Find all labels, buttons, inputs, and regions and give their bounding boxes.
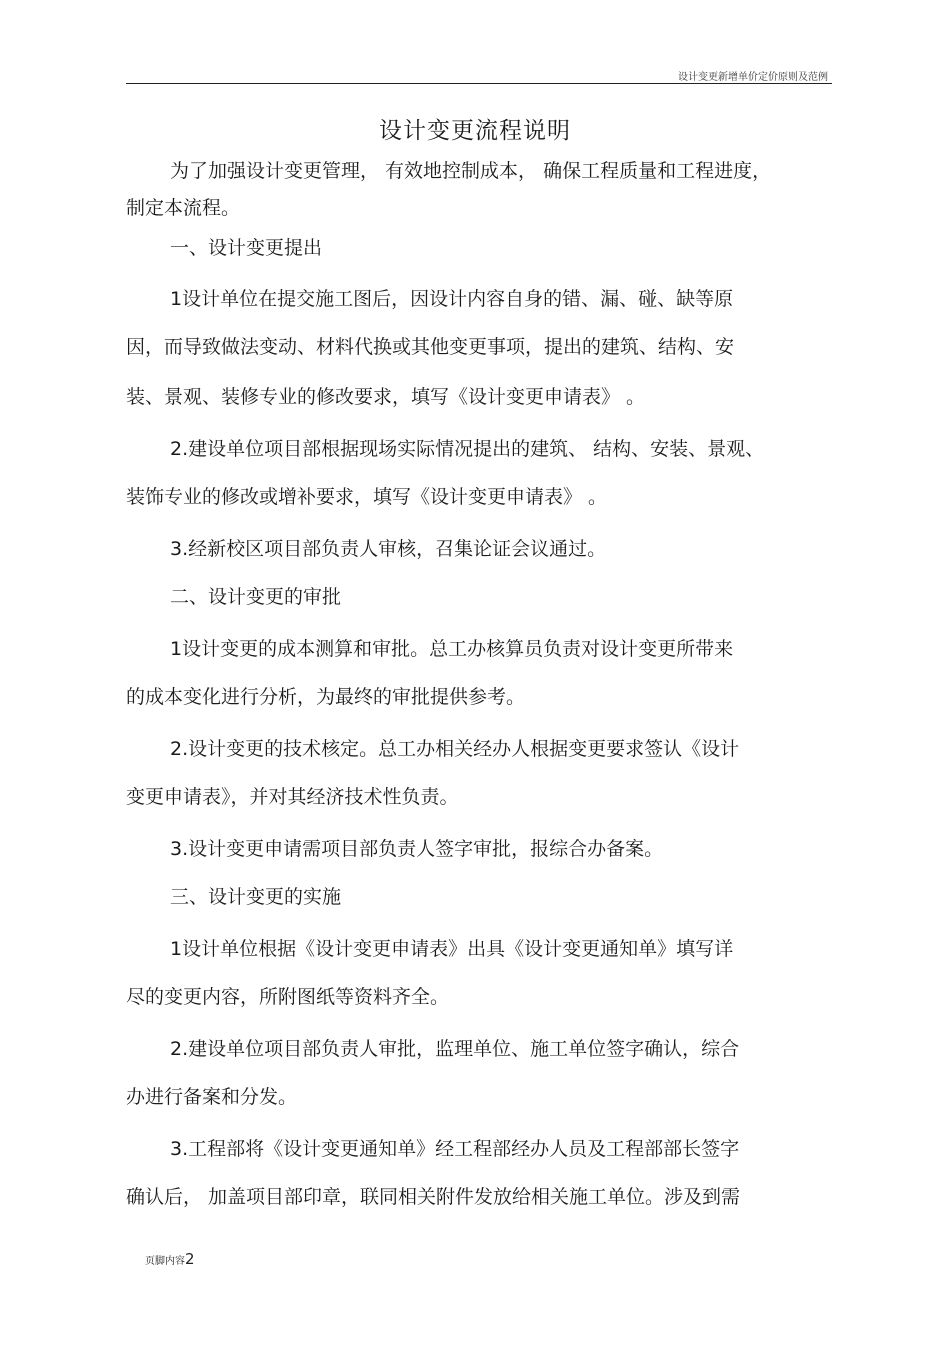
paragraph-line: 1设计单位在提交施工图后，因设计内容自身的错、漏、碰、缺等原 [170, 288, 734, 310]
paragraph-line: 办进行备案和分发。 [126, 1086, 298, 1108]
section-heading: 三、设计变更的实施 [170, 886, 342, 908]
paragraph-line: 3.工程部将《设计变更通知单》经工程部经办人员及工程部部长签字 [170, 1138, 740, 1160]
paragraph-line: 2.建设单位项目部根据现场实际情况提出的建筑、 结构、安装、景观、 [170, 438, 765, 460]
section-heading: 二、设计变更的审批 [170, 586, 342, 608]
paragraph-line: 制定本流程。 [126, 197, 241, 219]
paragraph-line: 3.经新校区项目部负责人审核，召集论证会议通过。 [170, 538, 607, 560]
page-footer [145, 1250, 195, 1268]
document-title: 设计变更流程说明 [379, 118, 571, 144]
footer-label: 页脚内容 [145, 1256, 185, 1267]
paragraph-line: 确认后， 加盖项目部印章，联同相关附件发放给相关施工单位。涉及到需 [126, 1186, 741, 1208]
paragraph-line: 1设计单位根据《设计变更申请表》出具《设计变更通知单》填写详 [170, 938, 734, 960]
paragraph-line: 装、景观、装修专业的修改要求，填写《设计变更申请表》 。 [126, 386, 646, 408]
paragraph-line: 尽的变更内容，所附图纸等资料齐全。 [126, 986, 450, 1008]
paragraph-line: 的成本变化进行分析，为最终的审批提供参考。 [126, 686, 526, 708]
paragraph-line: 因，而导致做法变动、材料代换或其他变更事项，提出的建筑、结构、安 [126, 336, 735, 358]
paragraph-line: 2.设计变更的技术核定。总工办相关经办人根据变更要求签认《设计 [170, 738, 740, 760]
header-divider [126, 83, 832, 84]
section-heading: 一、设计变更提出 [170, 237, 323, 259]
paragraph-line: 为了加强设计变更管理， 有效地控制成本， 确保工程质量和工程进度， [170, 160, 772, 182]
paragraph-line: 变更申请表》，并对其经济技术性负责。 [126, 786, 459, 808]
paragraph-line: 2.建设单位项目部负责人审批，监理单位、施工单位签字确认，综合 [170, 1038, 740, 1060]
page-number: 2 [185, 1250, 195, 1268]
paragraph-line: 3.设计变更申请需项目部负责人签字审批，报综合办备案。 [170, 838, 664, 860]
paragraph-line: 1设计变更的成本测算和审批。总工办核算员负责对设计变更所带来 [170, 638, 734, 660]
paragraph-line: 装饰专业的修改或增补要求，填写《设计变更申请表》 。 [126, 486, 608, 508]
running-header: 设计变更新增单价定价原则及范例 [678, 72, 828, 83]
